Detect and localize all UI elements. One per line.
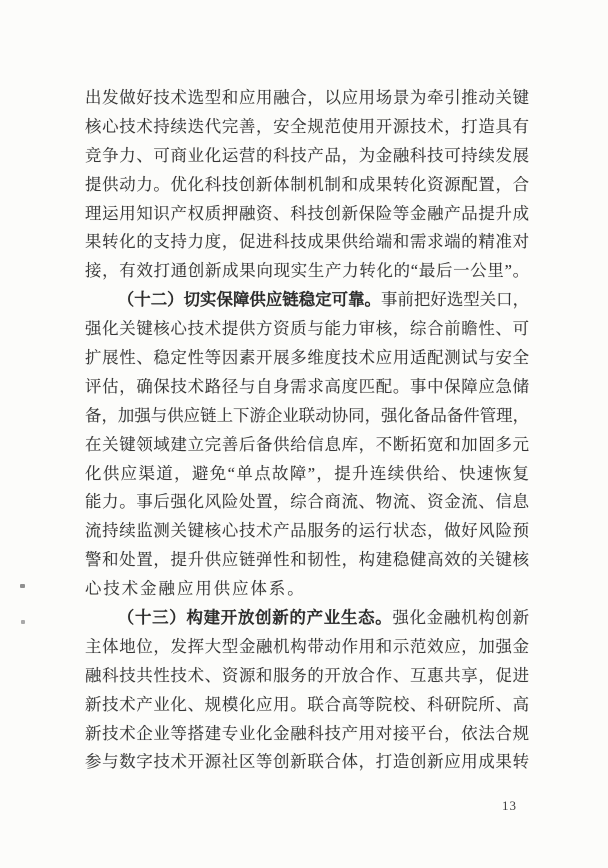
line-text: 提供动力。优化科技创新体制机制和成果转化资源配置，合 (85, 174, 529, 194)
scan-speck (20, 584, 25, 588)
line-text: 强化金融机构创新 (392, 608, 530, 628)
body-text (85, 84, 529, 777)
line-text: 核心技术持续迭代完善，安全规范使用开源技术，打造具有 (85, 116, 529, 136)
text-line (85, 228, 529, 257)
item-heading: （十三）构建开放创新的产业生态。 (117, 608, 393, 628)
line-text: 新技术产业化、规模化应用。联合高等院校、科研院所、高 (85, 694, 529, 714)
line-text: 参与数字技术开源社区等创新联合体，打造创新应用成果转 (85, 752, 529, 772)
scan-speck (21, 620, 25, 624)
line-text: 主体地位，发挥大型金融机构带动作用和示范效应，加强金 (85, 636, 529, 656)
text-line (85, 171, 529, 200)
line-text: 新技术企业等搭建专业化金融科技产用对接平台，依法合规 (85, 723, 529, 743)
line-text: 评估，确保技术路径与自身需求高度匹配。事中保障应急储 (85, 376, 529, 396)
line-text: 能力。事后强化风险处置，综合商流、物流、资金流、信息 (85, 492, 529, 512)
line-text: 竞争力、可商业化运营的科技产品，为金融科技可持续发展 (85, 145, 529, 165)
text-line (85, 286, 529, 315)
text-line (85, 517, 529, 546)
text-line (85, 257, 529, 286)
line-text: 事前把好选型关口， (381, 290, 530, 310)
text-line (85, 113, 529, 142)
line-text: 流持续监测关键核心技术产品服务的运行状态，做好风险预 (85, 521, 529, 541)
text-line (85, 720, 529, 749)
text-line (85, 575, 529, 604)
text-line (85, 460, 529, 489)
line-text: 心技术金融应用供应体系。 (85, 579, 306, 599)
text-line (85, 373, 529, 402)
line-text: 理运用知识产权质押融资、科技创新保险等金融产品提升成 (85, 203, 529, 223)
line-text: 接，有效打通创新成果向现实生产力转化的“最后一公里”。 (85, 261, 529, 281)
page-number: 13 (502, 798, 517, 813)
text-line (85, 315, 529, 344)
line-text: 出发做好技术选型和应用融合，以应用场景为牵引推动关键 (85, 88, 529, 107)
text-line (85, 402, 529, 431)
line-text: 在关键领域建立完善后备供给信息库，不断拓宽和加固多元 (85, 434, 529, 454)
line-text: 融科技共性技术、资源和服务的开放合作、互惠共享，促进 (85, 665, 529, 685)
line-text: 备，加强与供应链上下游企业联动协同，强化备品备件管理， (85, 405, 529, 425)
line-text: 警和处置，提升供应链弹性和韧性，构建稳健高效的关键核 (85, 550, 529, 570)
text-line (85, 691, 529, 720)
line-text: 化供应渠道，避免“单点故障”，提升连续供给、快速恢复 (85, 463, 529, 483)
text-line (85, 546, 529, 575)
text-line (85, 662, 529, 691)
text-line (85, 344, 529, 373)
text-line (85, 488, 529, 517)
line-text: 强化关键核心技术提供方资质与能力审核，综合前瞻性、可 (85, 319, 529, 339)
text-line (85, 633, 529, 662)
line-text: 果转化的支持力度，促进科技成果供给端和需求端的精准对 (85, 232, 529, 252)
text-line (85, 200, 529, 229)
text-line (85, 604, 529, 633)
text-line (85, 431, 529, 460)
text-line (85, 142, 529, 171)
item-heading: （十二）切实保障供应链稳定可靠。 (117, 290, 382, 310)
line-text: 扩展性、稳定性等因素开展多维度技术应用适配测试与安全 (85, 348, 529, 368)
text-line (85, 748, 529, 777)
text-line (85, 84, 529, 113)
